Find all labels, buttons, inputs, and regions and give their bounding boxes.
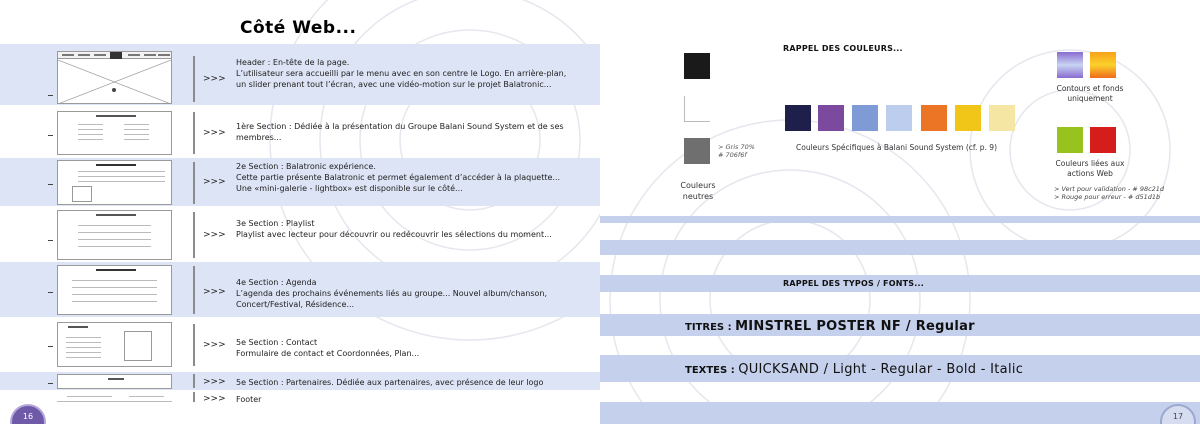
section-description-1: 1ère Section : Dédiée à la présentation du Groupe Balani Sound System et de ses membres...	[236, 122, 564, 142]
wireframe-footer	[57, 393, 172, 402]
action-colors-label: Couleurs liées aux actions Web	[1055, 159, 1125, 178]
titles-label: TITRES :	[685, 322, 732, 333]
section-description-2: 2e Section : Balatronic expérience. Cette partie présente Balatronic et permet également d’accéder à la plaquette... Une «mini-galerie - lightbox» est disponible sur le côté...	[236, 162, 561, 193]
arrow-marker: >>>	[203, 230, 226, 240]
tick	[48, 240, 53, 241]
texts-font-name: QUICKSAND / Light - Regular - Bold - Italic	[738, 362, 1024, 377]
swatch-navy	[785, 105, 811, 131]
wireframe-header	[57, 51, 172, 104]
separator-bar	[193, 162, 195, 204]
separator-bar	[193, 266, 195, 314]
separator-bar	[193, 56, 195, 102]
swatch-grey	[684, 138, 710, 164]
page-number-right: 17	[1160, 404, 1196, 424]
titles-font-name: MINSTREL POSTER NF / Regular	[735, 319, 975, 334]
colors-title: RAPPEL DES COULEURS...	[783, 44, 903, 53]
swatch-cream	[989, 105, 1015, 131]
wireframe-section-3	[57, 210, 172, 260]
neutral-colors-label: Couleurs neutres	[680, 181, 716, 201]
outline-colors-label: Contours et fonds uniquement	[1056, 84, 1124, 103]
action-colors-notes: > Vert pour validation - # 98c21d > Rouge pour erreur - # d51d1b	[1054, 185, 1165, 201]
arrow-marker: >>>	[203, 377, 226, 387]
swatch-orange	[921, 105, 947, 131]
texts-font-row	[685, 362, 1023, 377]
typos-title: RAPPEL DES TYPOS / FONTS...	[783, 279, 924, 288]
section-description-4: 4e Section : Agenda L’agenda des prochains événements liés au groupe... Nouvel album/chanson, Concert/Festival, Résidence...	[236, 278, 548, 309]
swatch-light-blue	[886, 105, 912, 131]
section-description-header: Header : En-tête de la page. L’utilisateur sera accueilli par le menu avec en son centre le Logo. En arrière-plan, un slider prenant tout l’écran, avec une vidéo-motion sur le projet Balatronic...	[236, 58, 567, 89]
swatch-gradient-purple	[1057, 52, 1083, 78]
separator-bar	[193, 324, 195, 366]
tick	[48, 292, 53, 293]
separator-bar	[193, 392, 195, 402]
section-description-3: 3e Section : Playlist Playlist avec lecteur pour découvrir ou redécouvrir les sélections du moment...	[236, 219, 552, 239]
tick	[48, 135, 53, 136]
section-description-5: 5e Section : Contact Formulaire de contact et Coordonnées, Plan...	[236, 338, 420, 358]
band	[600, 402, 1200, 424]
separator-bar	[193, 212, 195, 258]
tick	[48, 383, 53, 384]
swatch-gradient-orange	[1090, 52, 1116, 78]
titles-font-row	[685, 319, 975, 334]
arrow-marker: >>>	[203, 74, 226, 84]
page-number-left: 16	[10, 404, 46, 424]
specific-colors-label: Couleurs Spécifiques à Balani Sound System (cf. p. 9)	[796, 143, 998, 152]
separator-bar	[193, 374, 195, 388]
swatch-green	[1057, 127, 1083, 153]
swatch-red	[1090, 127, 1116, 153]
band	[600, 240, 1200, 255]
arrow-marker: >>>	[203, 394, 226, 404]
wireframe-section-2	[57, 160, 172, 205]
tick	[48, 184, 53, 185]
wireframe-section-1	[57, 111, 172, 155]
wireframe-section-6	[57, 374, 172, 389]
texts-label: TEXTES :	[685, 365, 735, 376]
wireframe-section-4	[57, 265, 172, 315]
arrow-marker: >>>	[203, 177, 226, 187]
arrow-marker: >>>	[203, 287, 226, 297]
separator-bar	[193, 112, 195, 154]
swatch-blue	[852, 105, 878, 131]
section-description-footer: Footer	[236, 395, 262, 404]
grey-note: > Gris 70% # 706f6f	[718, 143, 755, 159]
swatch-yellow	[955, 105, 981, 131]
right-page	[600, 0, 1200, 424]
arrow-marker: >>>	[203, 340, 226, 350]
section-description-6: 5e Section : Partenaires. Dédiée aux partenaires, avec présence de leur logo	[236, 378, 544, 387]
wireframe-section-5	[57, 322, 172, 367]
swatch-purple	[818, 105, 844, 131]
swatch-black	[684, 53, 710, 79]
page-title: Côté Web...	[240, 18, 357, 38]
tick	[48, 346, 53, 347]
tick	[48, 95, 53, 96]
swatch-white	[684, 96, 710, 122]
band	[600, 216, 1200, 223]
arrow-marker: >>>	[203, 128, 226, 138]
